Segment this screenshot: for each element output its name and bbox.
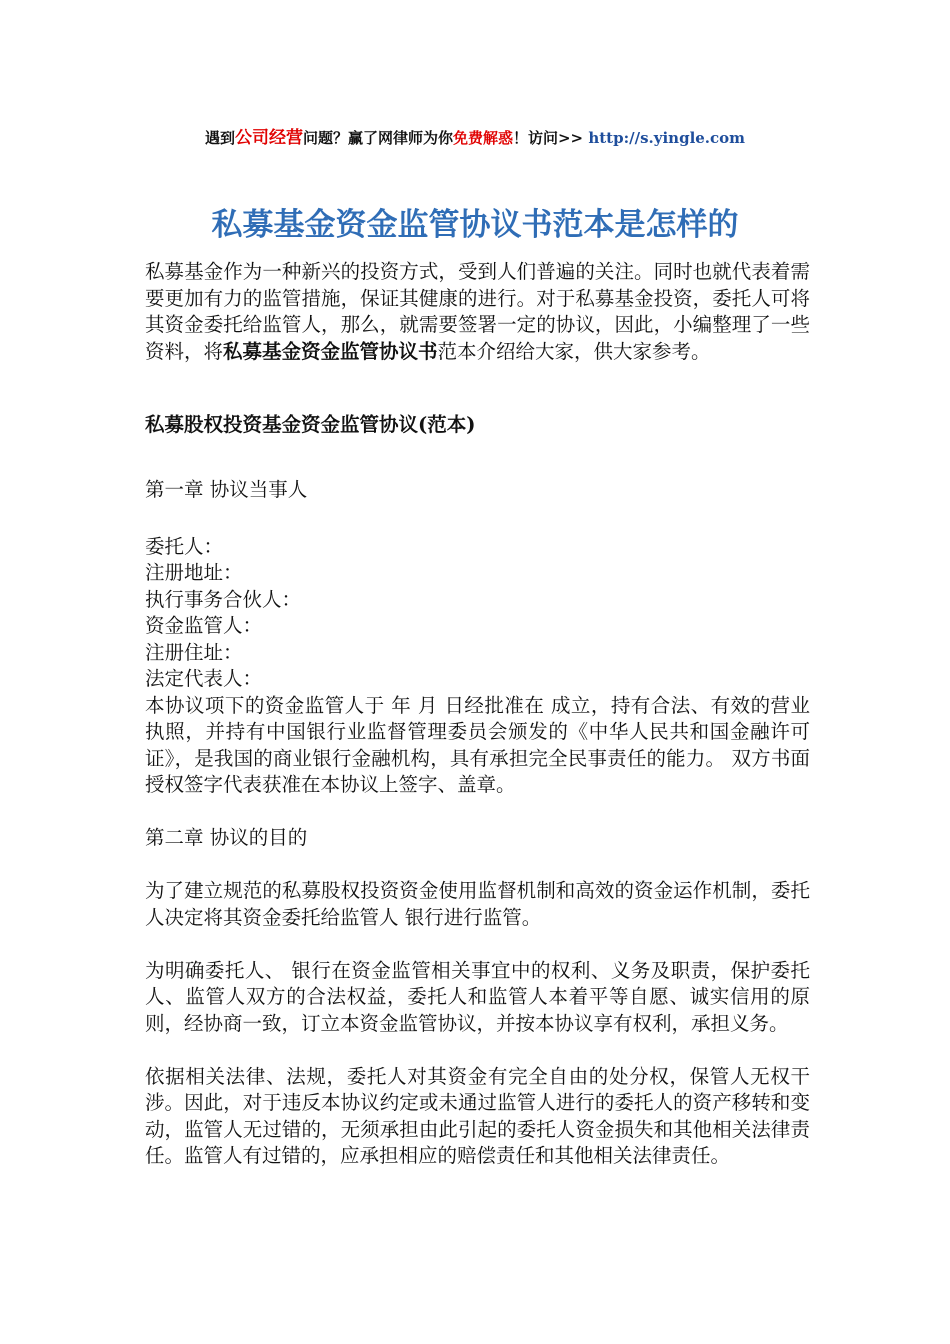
agreement-subtitle: 私募股权投资基金资金监管协议(范本) bbox=[145, 412, 476, 436]
intro-text-before: 私募基金作为一种新兴的投资方式，受到人们普遍的关注。同时也就代表着需要更加有力的监管措施，保证其健康的进行。对于私募基金投资，委托人可将其资金委托给监管人，那么，就需要签署一定的协议，因此，小编整理了一些资料，将 bbox=[145, 260, 810, 363]
party-line: 注册地址： bbox=[145, 561, 243, 584]
banner-prefix: 遇到 bbox=[204, 129, 235, 147]
banner-free-text: 免费解惑 bbox=[452, 129, 513, 147]
purpose-paragraph-2: 为明确委托人、 银行在资金监管相关事宜中的权利、义务及职责，保护委托人、监管人双方的合法权益，委托人和监管人本着平等自愿、诚实信用的原则，经协商一致，订立本资金监管协议，并按本协议享有权利，承担义务。 bbox=[145, 958, 810, 1035]
promo-banner bbox=[0, 128, 950, 148]
banner-url-link[interactable]: http://s.yingle.com bbox=[588, 129, 746, 147]
chapter-2-heading: 第二章 协议的目的 bbox=[145, 826, 308, 849]
document-title: 私募基金资金监管协议书范本是怎样的 bbox=[211, 207, 739, 243]
purpose-paragraph-1: 为了建立规范的私募股权投资资金使用监督机制和高效的资金运作机制，委托人决定将其资金委托给监管人 银行进行监管。 bbox=[145, 879, 810, 929]
chapter-1-heading: 第一章 协议当事人 bbox=[145, 477, 308, 501]
document-body bbox=[145, 259, 810, 1170]
custodian-paragraph: 本协议项下的资金监管人于 年 月 日经批准在 成立，持有合法、有效的营业执照，并持有中国银行业监督管理委员会颁发的《中华人民共和国金融许可证》，是我国的商业银行金融机构，具有承担完全民事责任的能力。 双方书面授权签字代表获准在本协议上签字、盖章。 bbox=[145, 693, 810, 796]
intro-bold-text: 私募基金资金监管协议书 bbox=[223, 339, 438, 363]
intro-paragraph bbox=[145, 259, 810, 365]
party-line: 资金监管人： bbox=[145, 614, 263, 637]
banner-suffix: ！访问>> bbox=[512, 129, 589, 147]
party-line: 委托人： bbox=[145, 534, 224, 558]
intro-text-after: 范本介绍给大家，供大家参考。 bbox=[437, 339, 711, 363]
party-line: 法定代表人： bbox=[145, 667, 263, 690]
party-line: 注册住址： bbox=[145, 640, 243, 664]
party-line: 执行事务合伙人： bbox=[145, 587, 302, 611]
banner-topic-link[interactable]: 公司经营 bbox=[234, 128, 303, 148]
purpose-paragraph-3: 依据相关法律、法规，委托人对其资金有完全自由的处分权，保管人无权干涉。因此，对于违反本协议约定或未通过监管人进行的委托人的资产移转和变动，监管人无过错的，无须承担由此引起的委托人资金损失和其他相关法律责任。监管人有过错的，应承担相应的赔偿责任和其他相关法律责任。 bbox=[145, 1064, 810, 1167]
banner-middle: 问题？赢了网律师为你 bbox=[302, 129, 453, 147]
